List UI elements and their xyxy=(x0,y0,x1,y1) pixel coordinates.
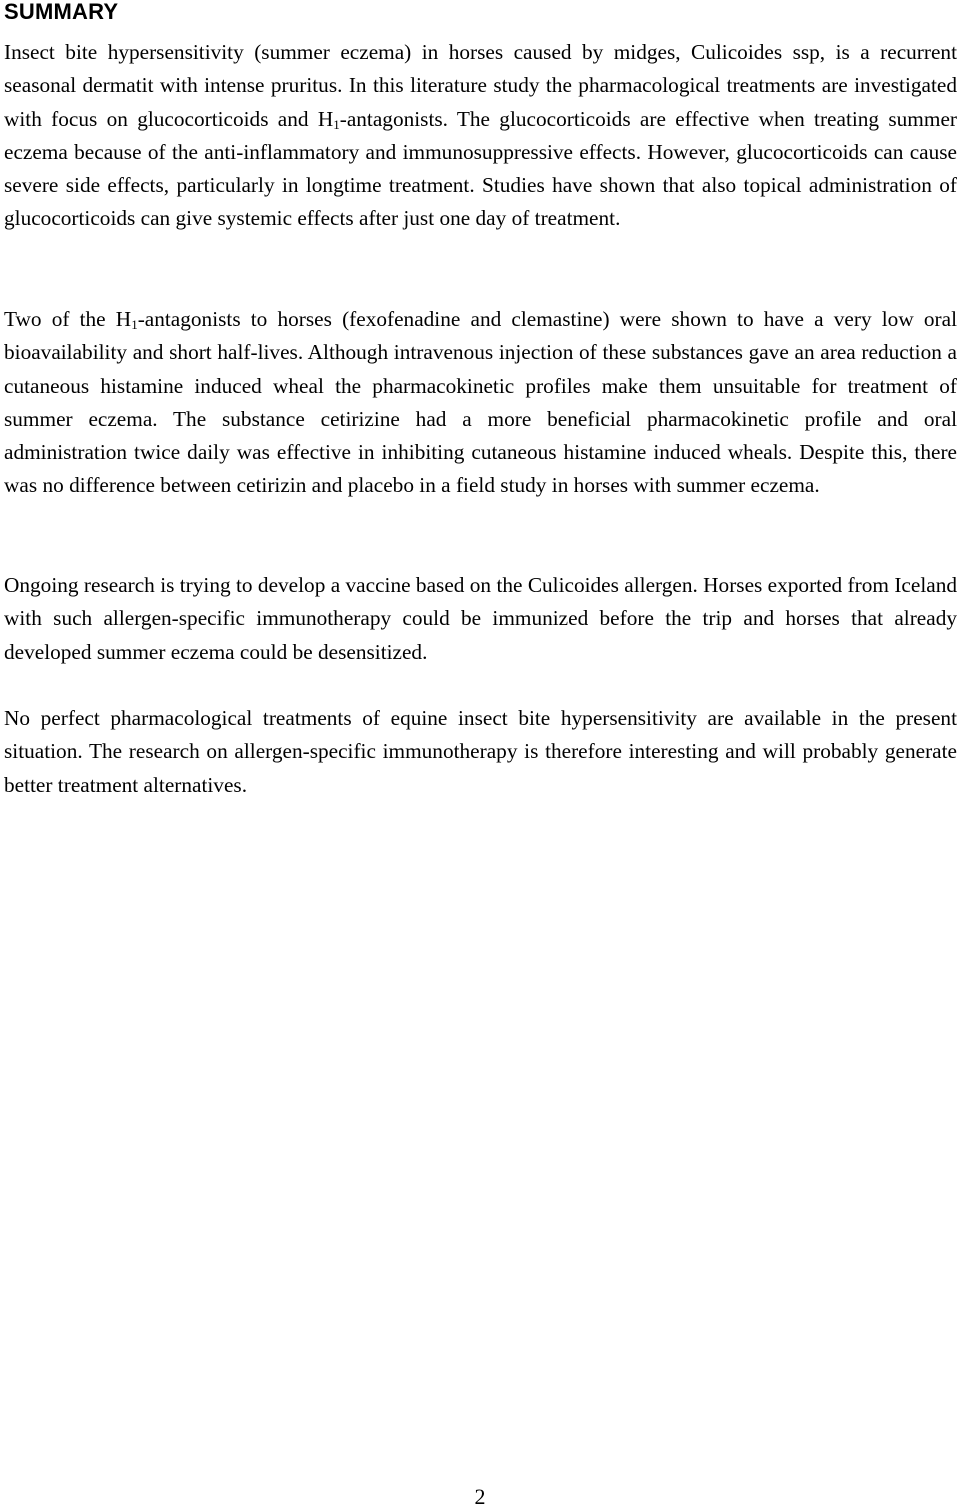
h1-subscript: 1 xyxy=(131,317,138,332)
page-number: 2 xyxy=(474,1484,486,1509)
summary-paragraph-4: No perfect pharmacological treatments of equine insect bite hypersensitivity are available in the present situation. The research on allergen-specific immunotherapy is therefore interesting and will probably generate better treatment alternatives. xyxy=(4,706,957,797)
paragraph-1-text-b: -antagonists. The glucocorticoids are effective when treating summer eczema because of the anti-inflammatory and immunosuppressive effects. However, glucocorticoids can cause severe side effects, particularly in longtime treatment. Studies have shown that also topical administration of glucocorticoids can give systemic effects after just one day of treatment. xyxy=(4,106,957,231)
paragraph-2-text-b: -antagonists to horses (fexofenadine and clemastine) were shown to have a very low oral bioavailability and short half-lives. Although intravenous injection of these substances gave an area reduction a cutaneous histamine induced wheal the pharmacokinetic profiles make them unsuitable for treatment of summer eczema. The substance cetirizine had a more beneficial pharmacokinetic profile and oral administration twice daily was effective in inhibiting cutaneous histamine induced wheals. Despite this, there was no difference between cetirizin and placebo in a field study in horses with summer eczema. xyxy=(4,307,957,498)
paragraph-1-text-a: Insect bite hypersensitivity (summer eczema) in horses caused by midges, Culicoides ssp, is a recurrent seasonal dermatit with intense pruritus. In this literature study the pharmacological treatments are investigated with focus on glucocorticoids and H xyxy=(4,40,957,131)
summary-paragraph-3: Ongoing research is trying to develop a vaccine based on the Culicoides allergen. Horses exported from Iceland with such allergen-specific immunotherapy could be immunized before the trip and horses that already developed summer eczema could be desensitized. xyxy=(4,573,957,664)
h1-subscript: 1 xyxy=(333,116,340,132)
section-heading: SUMMARY xyxy=(4,0,119,24)
summary-paragraph-2 xyxy=(4,303,957,503)
paragraph-2-text-a: Two of the H xyxy=(4,307,132,331)
summary-paragraph-1 xyxy=(4,36,957,236)
